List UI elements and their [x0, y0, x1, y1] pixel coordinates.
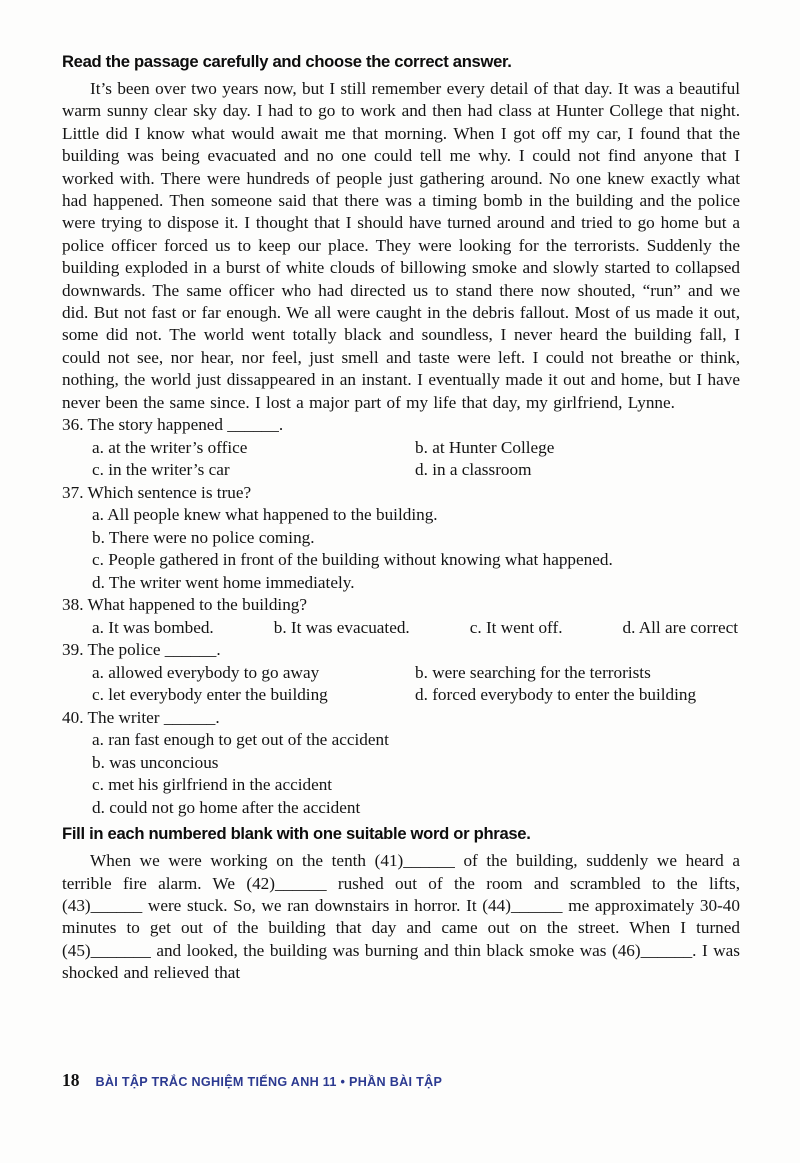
option: c. People gathered in front of the building without knowing what happened.: [92, 550, 613, 570]
option-list: [62, 729, 740, 819]
question-38: [62, 594, 740, 639]
option-row: [62, 617, 740, 640]
question-text: 38. What happened to the building?: [62, 595, 308, 615]
option: d. All are correct: [622, 617, 738, 637]
option-list: [62, 504, 740, 594]
section-fill-in-blank: [62, 824, 740, 984]
option: b. were searching for the terrorists: [415, 662, 651, 682]
page-footer: [62, 1070, 740, 1091]
question-40: [62, 707, 740, 820]
option: a. It was bombed.: [92, 617, 214, 637]
page-number: 18: [62, 1070, 80, 1090]
option: b. It was evacuated.: [273, 617, 410, 637]
fill-passage: When we were working on the tenth (41)______ of the building, suddenly we heard a terrible fire alarm. We (42)______ rushed out of the room and scrambled to the lifts, (43)______ were stuck. So, we ran downstairs in horror. It (44)______ me approximately 30-40 minutes to get out of the building that day and came out on the street. When I turned (45)_______ and looked, the building was burning and thin black smoke was (46)______. I was shocked and relieved that: [62, 851, 740, 983]
option: d. could not go home after the accident: [92, 797, 361, 817]
option: b. was unconcious: [92, 752, 219, 772]
option: b. at Hunter College: [415, 437, 555, 457]
option-grid: [62, 437, 740, 482]
option: a. All people knew what happened to the building.: [92, 505, 438, 525]
question-list: [62, 414, 740, 819]
question-36: [62, 414, 740, 482]
question-37: [62, 482, 740, 595]
option: d. in a classroom: [415, 460, 532, 480]
footer-book-title: BÀI TẬP TRẮC NGHIỆM TIẾNG ANH 11 • PHẦN BÀI TẬP: [95, 1075, 443, 1089]
option: c. It went off.: [469, 617, 563, 637]
reading-heading: Read the passage carefully and choose the correct answer.: [62, 52, 512, 71]
option: a. allowed everybody to go away: [92, 662, 320, 682]
option: b. There were no police coming.: [92, 527, 315, 547]
option: c. let everybody enter the building: [92, 685, 328, 705]
option: c. met his girlfriend in the accident: [92, 775, 333, 795]
option: d. forced everybody to enter the building: [415, 685, 697, 705]
option: a. ran fast enough to get out of the accident: [92, 730, 389, 750]
question-text: 37. Which sentence is true?: [62, 482, 252, 502]
section-reading: [62, 52, 740, 819]
option-grid: [62, 662, 740, 707]
question-text: 36. The story happened ______.: [62, 415, 284, 435]
question-text: 40. The writer ______.: [62, 707, 220, 727]
question-39: [62, 639, 740, 707]
question-text: 39. The police ______.: [62, 640, 221, 660]
fill-heading: Fill in each numbered blank with one suitable word or phrase.: [62, 824, 531, 844]
option: d. The writer went home immediately.: [92, 572, 355, 592]
option: a. at the writer’s office: [92, 437, 248, 457]
option: c. in the writer’s car: [92, 460, 230, 480]
reading-passage: It’s been over two years now, but I still remember every detail of that day. It was a beautiful warm sunny clear sky day. I had to go to work and then had class at Hunter College that night. Little did I know what would await me that morning. When I got off my car, I found that the building was being evacuated and no one could tell me why. I could not find anyone that I worked with. There were hundreds of people just gathering around. No one knew exactly what had happened. Then someone said that there was a timing bomb in the building and the police were trying to dispose it. I thought that I should have turned around and tried to go home but a police officer forced us to keep our place. They were looking for the terrorists. Suddenly the building exploded in a burst of white clouds of billowing smoke and slowly started to collapsed downwards. The same officer who had directed us to stand there now shouted, “run” and we did. But not fast or far enough. We all were caught in the debris fallout. Most of us made it out, some did not. The world went totally black and soundless, I never heard the building fall, I could not see, nor hear, nor feel, just smell and taste were left. I could not breathe or think, nothing, the world just dissappeared in an instant. I eventually made it out and home, but I have never been the same since. I lost a major part of my life that day, my girlfriend, Lynne.: [62, 79, 740, 412]
